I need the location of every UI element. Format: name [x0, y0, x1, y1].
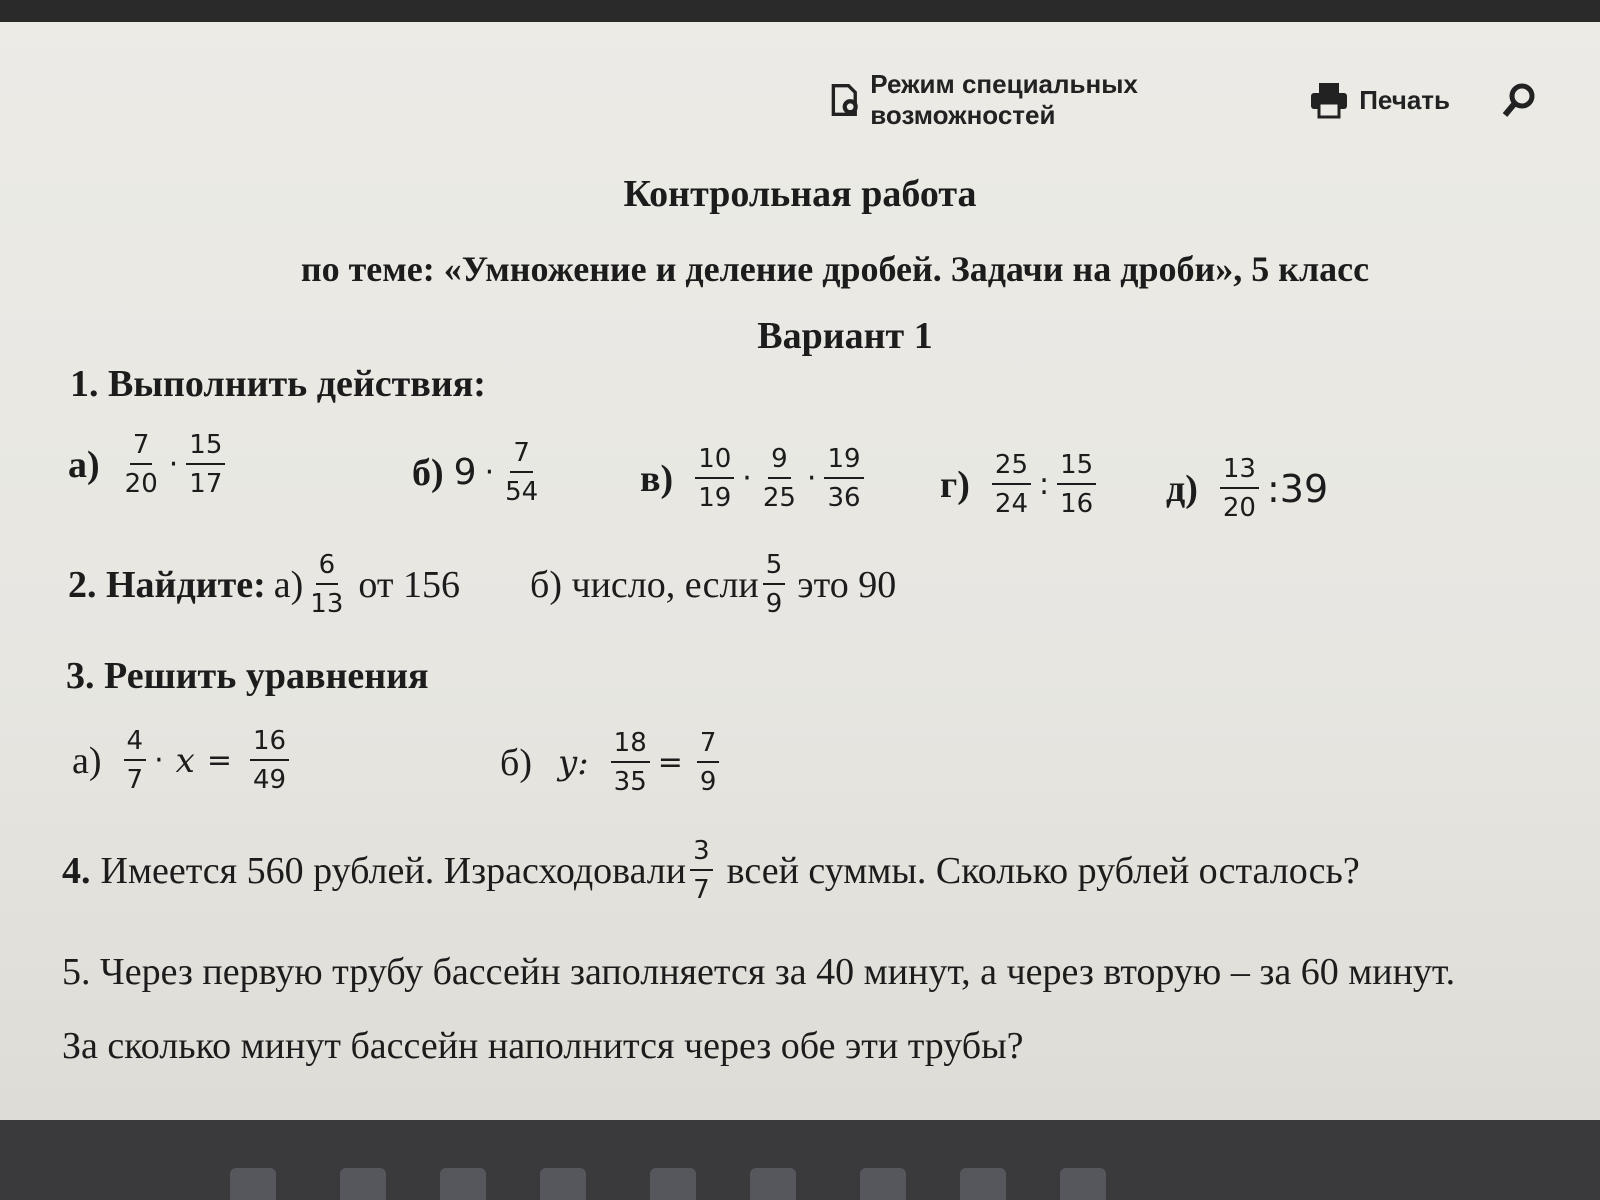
- numerator: 6: [316, 552, 339, 585]
- denominator: 7: [693, 875, 710, 905]
- accessibility-mode-label: Режим специальных возможностей: [870, 69, 1138, 130]
- equals-sign: =: [206, 743, 232, 778]
- denominator: 9: [765, 589, 783, 619]
- operator: ·: [168, 447, 179, 482]
- numerator: 16: [250, 728, 289, 761]
- denominator: 7: [126, 765, 144, 795]
- task1-item-b: [412, 440, 545, 505]
- fraction: [763, 552, 786, 617]
- task5-line-1: 5. Через первую трубу бассейн заполняется за 40 минут, а через вторую – за 60 минут.: [62, 951, 1456, 993]
- variable: y:: [558, 742, 589, 783]
- fraction: [697, 730, 720, 795]
- page-subtitle: по теме: «Умножение и деление дробей. Задачи на дроби», 5 класс: [300, 249, 1370, 289]
- denominator: 54: [505, 477, 539, 507]
- denominator: 49: [252, 765, 287, 795]
- item-label: а): [68, 443, 100, 486]
- denominator: 35: [613, 767, 647, 797]
- task2-line: [68, 552, 896, 617]
- numerator: 15: [186, 432, 225, 465]
- item-label: а): [72, 739, 102, 782]
- variable: x: [175, 740, 195, 781]
- numerator: 10: [695, 446, 734, 479]
- fraction: [307, 552, 346, 617]
- item-label: в): [640, 457, 674, 500]
- whole-number: 9: [453, 452, 477, 493]
- denominator: 16: [1060, 489, 1094, 519]
- operator: :: [1039, 467, 1050, 502]
- task1-item-g: [940, 452, 1100, 517]
- operator: ·: [484, 455, 495, 490]
- numerator: 18: [611, 730, 650, 763]
- denominator: 19: [698, 483, 732, 513]
- fraction: [611, 730, 650, 795]
- denominator: 25: [762, 483, 796, 513]
- fraction: [690, 838, 713, 903]
- denominator: 17: [189, 469, 223, 499]
- operator: ·: [154, 743, 164, 778]
- numerator: 7: [697, 730, 720, 763]
- taskbar-app-icon[interactable]: [340, 1168, 386, 1200]
- item-label: г): [940, 463, 970, 506]
- task5-line-2: За сколько минут бассейн наполнится через обе эти трубы?: [62, 1025, 1024, 1067]
- page-title: Контрольная работа: [623, 173, 977, 215]
- task3-equation-a: [72, 728, 293, 793]
- fraction: [122, 432, 161, 497]
- task4-number: 4.: [62, 849, 91, 892]
- operator: ·: [742, 461, 752, 496]
- taskbar-app-icon[interactable]: [540, 1168, 586, 1200]
- numerator: 15: [1057, 452, 1096, 485]
- fraction: [760, 446, 799, 511]
- numerator: 5: [763, 552, 786, 585]
- denominator: 13: [310, 589, 344, 619]
- fraction: [186, 432, 225, 497]
- denominator: 36: [827, 483, 861, 513]
- search-button[interactable]: [1502, 82, 1548, 118]
- taskbar-app-icon[interactable]: [1060, 1168, 1106, 1200]
- equals-sign: =: [657, 745, 683, 780]
- numerator: 13: [1220, 456, 1259, 489]
- denominator: 20: [1222, 493, 1256, 523]
- printer-icon: [1309, 81, 1349, 119]
- denominator: 24: [994, 489, 1029, 519]
- numerator: 7: [130, 432, 153, 465]
- variant-heading: Вариант 1: [757, 315, 933, 357]
- accessibility-mode-button[interactable]: [830, 69, 1257, 131]
- numerator: 4: [124, 728, 147, 761]
- denominator: 9: [699, 767, 717, 797]
- print-label: Печать: [1359, 84, 1450, 115]
- numerator: 9: [768, 446, 791, 479]
- task1-item-d: [1166, 456, 1332, 521]
- numerator: 7: [510, 440, 533, 473]
- task1-heading: 1. Выполнить действия:: [70, 363, 486, 405]
- task1-item-a: [68, 432, 229, 497]
- taskbar-app-icon[interactable]: [440, 1168, 486, 1200]
- taskbar-app-icon[interactable]: [230, 1168, 276, 1200]
- operator: ·: [806, 461, 817, 496]
- document-toolbar: [830, 69, 1600, 130]
- fraction: [124, 728, 147, 793]
- taskbar-app-icon[interactable]: [860, 1168, 906, 1200]
- print-button[interactable]: [1309, 81, 1450, 119]
- accessibility-icon: [830, 80, 860, 120]
- taskbar-app-icon[interactable]: [750, 1168, 796, 1200]
- item-label: б): [412, 451, 444, 494]
- search-icon: [1502, 82, 1538, 118]
- fraction: [502, 440, 541, 505]
- task4-line: [62, 838, 1360, 903]
- task2-heading: 2. Найдите:: [68, 563, 266, 606]
- fraction: [992, 452, 1031, 517]
- fraction: [695, 446, 734, 511]
- fraction: [824, 446, 863, 511]
- fraction: [250, 728, 289, 793]
- item-label: б): [500, 741, 532, 784]
- task4-text-before: Имеется 560 рублей. Израсходовали: [100, 849, 687, 892]
- numerator: 25: [992, 452, 1031, 485]
- monitor-bezel-top: [0, 0, 1600, 22]
- task3-equation-b: [500, 730, 723, 795]
- taskbar-app-icon[interactable]: [960, 1168, 1006, 1200]
- fraction: [1220, 456, 1259, 521]
- task4-text-after: всей суммы. Сколько рублей осталось?: [726, 849, 1360, 892]
- divisor: :39: [1266, 466, 1329, 511]
- fraction: [1057, 452, 1096, 517]
- task1-item-v: [640, 446, 868, 511]
- numerator: 19: [824, 446, 863, 479]
- task2-b-text: б) число, если: [530, 563, 759, 606]
- task3-heading: 3. Решить уравнения: [66, 655, 429, 697]
- taskbar-app-icon[interactable]: [650, 1168, 696, 1200]
- numerator: 3: [690, 838, 713, 871]
- task2-a-text: от 156: [358, 563, 460, 606]
- task2-b-tail: это 90: [797, 563, 897, 606]
- item-label: д): [1166, 467, 1198, 510]
- denominator: 20: [124, 469, 158, 499]
- item-label: а): [273, 563, 304, 606]
